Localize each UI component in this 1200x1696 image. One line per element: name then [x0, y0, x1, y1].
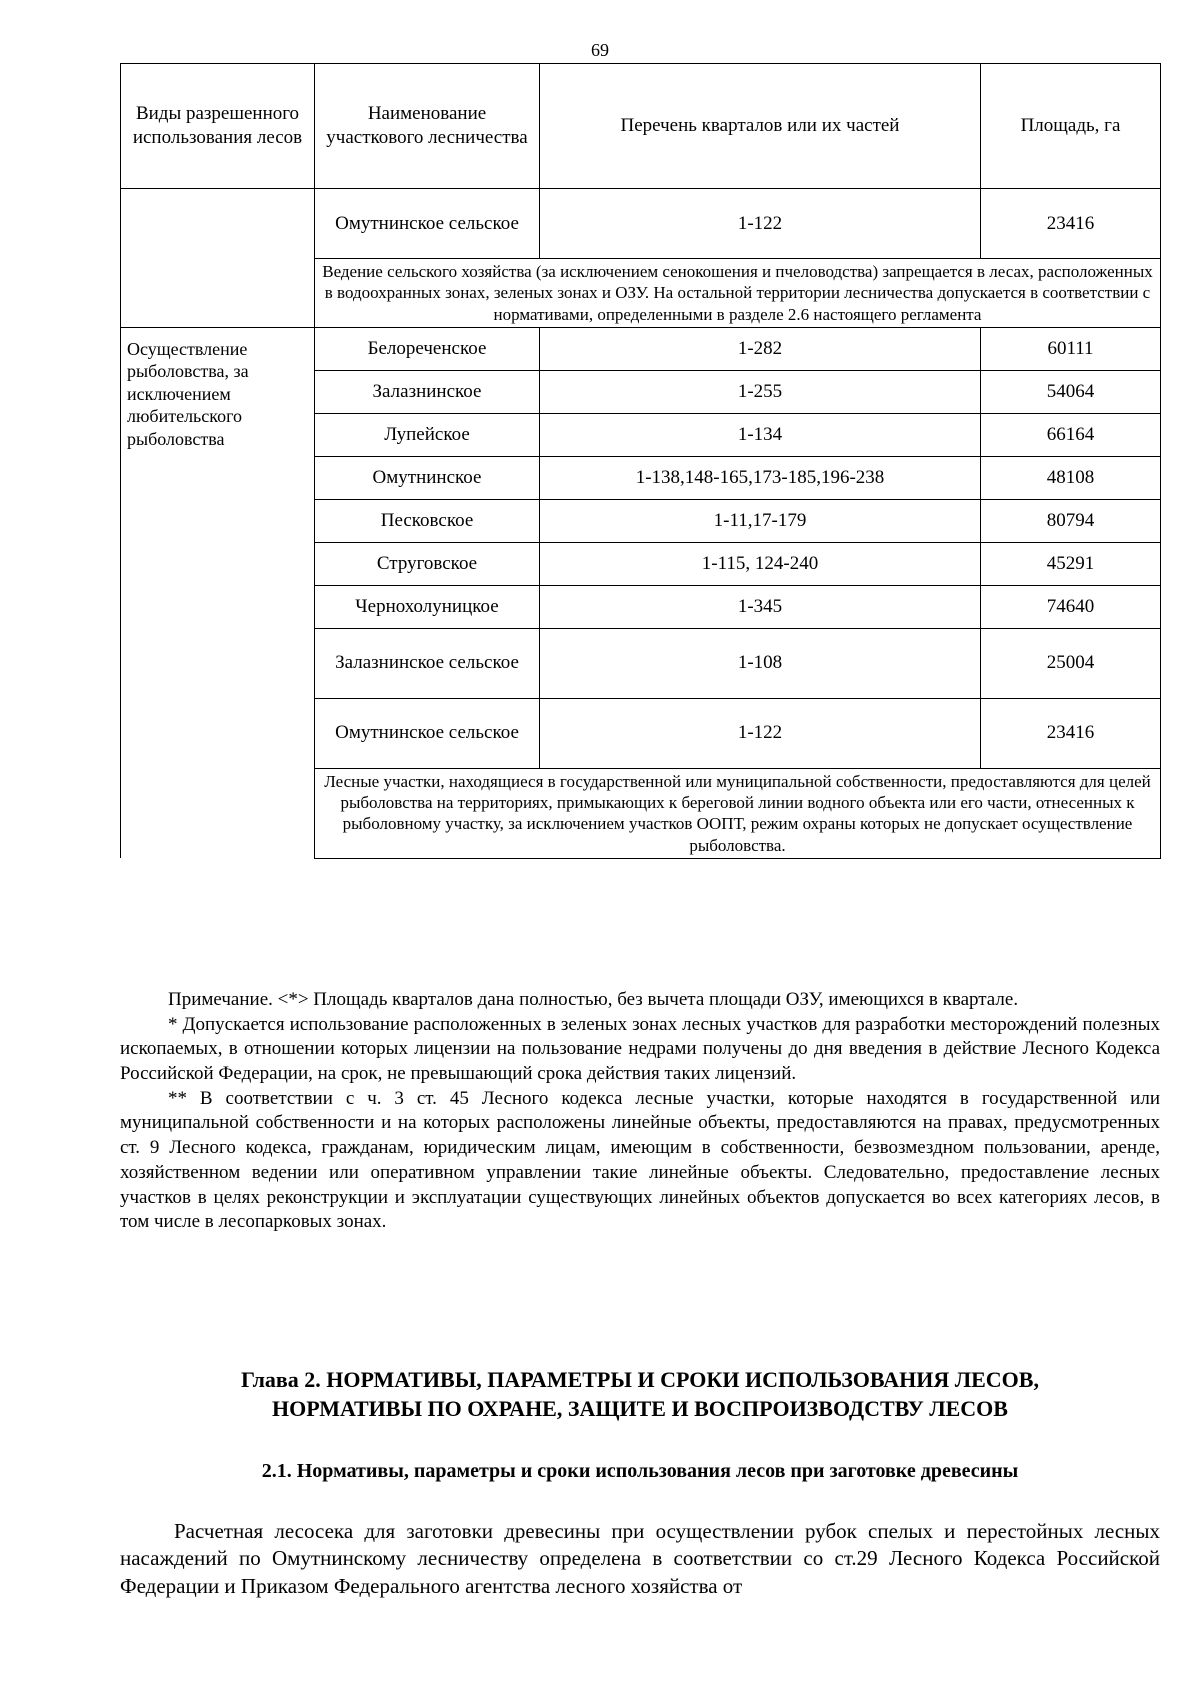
area-cell: 74640	[981, 585, 1161, 628]
forestry-cell: Чернохолуницкое	[315, 585, 540, 628]
quarters-cell: 1-122	[540, 698, 981, 768]
area-cell: 66164	[981, 413, 1161, 456]
table-row	[121, 327, 1161, 370]
quarters-cell: 1-122	[540, 189, 981, 259]
area-cell: 54064	[981, 370, 1161, 413]
quarters-cell: 1-138,148-165,173-185,196-238	[540, 456, 981, 499]
use-type-cell-empty	[121, 189, 315, 328]
footnotes	[120, 988, 1160, 1235]
note-paragraph: ** В соответствии с ч. 3 ст. 45 Лесного кодекса лесные участки, которые находятся в государственной или муниципальной собственности и на которых расположены линейные объекты, предоставляются на правах, предусмотренных ст. 9 Лесного кодекса, гражданам, юридическим лицам, имеющим в собственности, безвозмездном пользовании, аренде, хозяйственном ведении или оперативном управлении такие линейные объекты. Следовательно, предоставление лесных участков в целях реконструкции и эксплуатации существующих линейных объектов допускается во всех категориях лесов, в том числе в лесопарковых зонах.	[120, 1087, 1160, 1233]
regulation-table	[120, 63, 1161, 859]
forestry-cell: Струговское	[315, 542, 540, 585]
area-cell: 25004	[981, 628, 1161, 698]
forestry-cell: Омутнинское	[315, 456, 540, 499]
chapter-heading-line: Глава 2. НОРМАТИВЫ, ПАРАМЕТРЫ И СРОКИ ИСПОЛЬЗОВАНИЯ ЛЕСОВ,	[241, 1367, 1039, 1392]
forestry-cell: Песковское	[315, 499, 540, 542]
quarters-cell: 1-11,17-179	[540, 499, 981, 542]
area-cell: 48108	[981, 456, 1161, 499]
quarters-cell: 1-255	[540, 370, 981, 413]
note-paragraph: Примечание. <*> Площадь кварталов дана полностью, без вычета площади ОЗУ, имеющихся в квартале.	[168, 989, 1019, 1010]
area-cell: 23416	[981, 698, 1161, 768]
chapter-heading	[120, 1366, 1160, 1423]
forestry-cell: Залазнинское	[315, 370, 540, 413]
body-paragraph: Расчетная лесосека для заготовки древесины при осуществлении рубок спелых и перестойных лесных насаждений по Омутнинскому лесничеству определена в соответствии со ст.29 Лесного Кодекса Российской Федерации и Приказом Федерального агентства лесного хозяйства от	[120, 1519, 1160, 1598]
forestry-cell: Лупейское	[315, 413, 540, 456]
table-header-row	[121, 64, 1161, 189]
page-number: 69	[591, 40, 609, 60]
section-heading: 2.1. Нормативы, параметры и сроки использования лесов при заготовке древесины	[261, 1460, 1019, 1482]
chapter-heading-line: НОРМАТИВЫ ПО ОХРАНЕ, ЗАЩИТЕ И ВОСПРОИЗВОДСТВУ ЛЕСОВ	[272, 1395, 1008, 1421]
quarters-cell: 1-345	[540, 585, 981, 628]
header-area: Площадь, га	[981, 64, 1161, 189]
forestry-cell: Залазнинское сельское	[315, 628, 540, 698]
forestry-cell: Белореченское	[315, 327, 540, 370]
agriculture-note: Ведение сельского хозяйства (за исключением сенокошения и пчеловодства) запрещается в лесах, расположенных в водоохранных зонах, зеленых зонах и ОЗУ. На остальной территории лесничества допускается в соответствии с нормативами, определенными в разделе 2.6 настоящего регламента	[315, 259, 1161, 328]
area-cell: 60111	[981, 327, 1161, 370]
header-forestry-name: Наименование участкового лесничества	[315, 64, 540, 189]
area-cell: 45291	[981, 542, 1161, 585]
area-cell: 23416	[981, 189, 1161, 259]
note-paragraph: * Допускается использование расположенных в зеленых зонах лесных участков для разработки месторождений полезных ископаемых, в отношении которых лицензии на пользование недрами получены до дня введения в действие Лесного Кодекса Российской Федерации, на срок, не превышающий срока действия таких лицензий.	[120, 1013, 1160, 1085]
fishing-use-type: Осуществление рыболовства, за исключением любительского рыболовства	[121, 327, 315, 858]
forestry-cell: Омутнинское сельское	[315, 189, 540, 259]
area-cell: 80794	[981, 499, 1161, 542]
quarters-cell: 1-115, 124-240	[540, 542, 981, 585]
quarters-cell: 1-134	[540, 413, 981, 456]
table-row	[121, 189, 1161, 259]
quarters-cell: 1-282	[540, 327, 981, 370]
header-use-type: Виды разрешенного использования лесов	[121, 64, 315, 189]
quarters-cell: 1-108	[540, 628, 981, 698]
forestry-cell: Омутнинское сельское	[315, 698, 540, 768]
header-quarters: Перечень кварталов или их частей	[540, 64, 981, 189]
fishing-note: Лесные участки, находящиеся в государственной или муниципальной собственности, предоставляются для целей рыболовства на территориях, примыкающих к береговой линии водного объекта или его части, отнесенных к рыболовному участку, за исключением участков ООПТ, режим охраны которых не допускает осуществление рыболовства.	[315, 768, 1161, 858]
